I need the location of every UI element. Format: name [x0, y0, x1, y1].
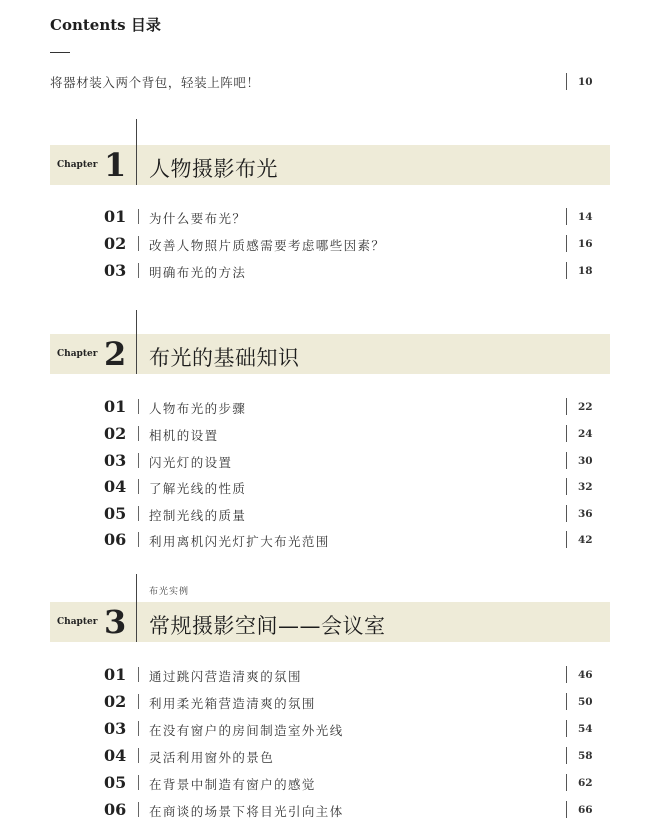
chapter-3-item-04-page[interactable]: 58 — [578, 750, 593, 762]
chapter-2-item-04-text[interactable]: 了解光线的性质 — [149, 481, 247, 496]
chapter-1-item-01-number: 01 — [104, 207, 127, 226]
chapter-2-item-02-number: 02 — [104, 424, 127, 443]
chapter-3-label: Chapter — [57, 617, 98, 627]
item-separator — [138, 236, 139, 251]
chapter-2-item-05-text[interactable]: 控制光线的质量 — [149, 508, 247, 523]
chapter-2-item-05-number: 05 — [104, 504, 127, 523]
chapter-1-item-01-text[interactable]: 为什么要布光？ — [149, 211, 247, 226]
page-separator — [566, 235, 567, 252]
chapter-1-label: Chapter — [57, 160, 98, 170]
chapter-3-item-03-page[interactable]: 54 — [578, 723, 593, 735]
page-separator — [566, 693, 567, 710]
page-separator — [566, 747, 567, 764]
page-separator — [566, 666, 567, 683]
chapter-3-item-03-text[interactable]: 在没有窗户的房间制造室外光线 — [149, 723, 344, 738]
chapter-3-item-04-number: 04 — [104, 746, 127, 765]
chapter-3-item-06-text[interactable]: 在商谈的场景下将目光引向主体 — [149, 804, 344, 819]
chapter-1-item-01-page[interactable]: 14 — [578, 211, 593, 223]
chapter-1-divider — [136, 145, 137, 185]
chapter-2-band — [50, 334, 610, 374]
chapter-1-item-03-text[interactable]: 明确布光的方法 — [149, 265, 247, 280]
chapter-3-item-05-page[interactable]: 62 — [578, 777, 593, 789]
chapter-3-item-06-number: 06 — [104, 800, 127, 819]
item-separator — [138, 802, 139, 817]
chapter-2-item-04-page[interactable]: 32 — [578, 481, 593, 493]
chapter-1-band — [50, 145, 610, 185]
chapter-2-item-06-page[interactable]: 42 — [578, 534, 593, 546]
page-separator — [566, 505, 567, 522]
chapter-1-item-03-page[interactable]: 18 — [578, 265, 593, 277]
chapter-1-number: 1 — [104, 146, 127, 184]
intro-page-number[interactable]: 10 — [578, 76, 593, 88]
chapter-3-item-05-number: 05 — [104, 773, 127, 792]
item-separator — [138, 209, 139, 224]
item-separator — [138, 721, 139, 736]
chapter-2-item-06-number: 06 — [104, 530, 127, 549]
chapter-2-title[interactable]: 布光的基础知识 — [149, 346, 300, 370]
chapter-2-item-01-text[interactable]: 人物布光的步骤 — [149, 401, 247, 416]
chapter-1-connector-line — [136, 119, 137, 146]
chapter-3-item-01-text[interactable]: 通过跳闪营造清爽的氛围 — [149, 669, 302, 684]
chapter-3-subtitle: 布光实例 — [149, 587, 190, 597]
chapter-3-item-05-text[interactable]: 在背景中制造有窗户的感觉 — [149, 777, 316, 792]
chapter-3-item-03-number: 03 — [104, 719, 127, 738]
chapter-2-label: Chapter — [57, 349, 98, 359]
chapter-2-item-01-page[interactable]: 22 — [578, 401, 593, 413]
chapter-2-item-02-page[interactable]: 24 — [578, 428, 593, 440]
chapter-3-item-01-page[interactable]: 46 — [578, 669, 593, 681]
chapter-2-divider — [136, 334, 137, 374]
chapter-3-number: 3 — [104, 603, 127, 641]
chapter-3-item-02-text[interactable]: 利用柔光箱营造清爽的氛围 — [149, 696, 316, 711]
item-separator — [138, 775, 139, 790]
item-separator — [138, 667, 139, 682]
chapter-3-divider — [136, 602, 137, 642]
chapter-3-item-01-number: 01 — [104, 665, 127, 684]
chapter-2-item-01-number: 01 — [104, 397, 127, 416]
item-separator — [138, 532, 139, 547]
item-separator — [138, 506, 139, 521]
chapter-2-number: 2 — [104, 335, 127, 373]
chapter-3-item-02-number: 02 — [104, 692, 127, 711]
chapter-1-item-02-number: 02 — [104, 234, 127, 253]
page-separator — [566, 73, 567, 90]
page-separator — [566, 262, 567, 279]
page-separator — [566, 398, 567, 415]
chapter-2-item-03-number: 03 — [104, 451, 127, 470]
item-separator — [138, 453, 139, 468]
chapter-2-item-02-text[interactable]: 相机的设置 — [149, 428, 219, 443]
page-separator — [566, 452, 567, 469]
page-title: Contents 目录 — [50, 16, 161, 34]
chapter-2-connector-line — [136, 310, 137, 334]
chapter-1-item-02-text[interactable]: 改善人物照片质感需要考虑哪些因素？ — [149, 238, 386, 253]
page-separator — [566, 478, 567, 495]
chapter-3-item-02-page[interactable]: 50 — [578, 696, 593, 708]
item-separator — [138, 263, 139, 278]
intro-entry-text[interactable]: 将器材装入两个背包，轻装上阵吧！ — [50, 75, 260, 90]
item-separator — [138, 399, 139, 414]
item-separator — [138, 694, 139, 709]
page-separator — [566, 208, 567, 225]
chapter-3-item-06-page[interactable]: 66 — [578, 804, 593, 816]
chapter-1-item-02-page[interactable]: 16 — [578, 238, 593, 250]
chapter-3-connector-line — [136, 574, 137, 602]
chapter-2-item-03-text[interactable]: 闪光灯的设置 — [149, 455, 233, 470]
chapter-1-item-03-number: 03 — [104, 261, 127, 280]
chapter-2-item-06-text[interactable]: 利用离机闪光灯扩大布光范围 — [149, 534, 330, 549]
item-separator — [138, 748, 139, 763]
page-separator — [566, 774, 567, 791]
page-separator — [566, 801, 567, 818]
chapter-2-item-04-number: 04 — [104, 477, 127, 496]
title-underline — [50, 52, 70, 53]
chapter-3-title[interactable]: 常规摄影空间——会议室 — [149, 614, 386, 638]
chapter-2-item-03-page[interactable]: 30 — [578, 455, 593, 467]
chapter-3-item-04-text[interactable]: 灵活利用窗外的景色 — [149, 750, 275, 765]
page-separator — [566, 720, 567, 737]
page-separator — [566, 531, 567, 548]
item-separator — [138, 426, 139, 441]
chapter-2-item-05-page[interactable]: 36 — [578, 508, 593, 520]
page-separator — [566, 425, 567, 442]
chapter-1-title[interactable]: 人物摄影布光 — [149, 157, 278, 181]
item-separator — [138, 479, 139, 494]
